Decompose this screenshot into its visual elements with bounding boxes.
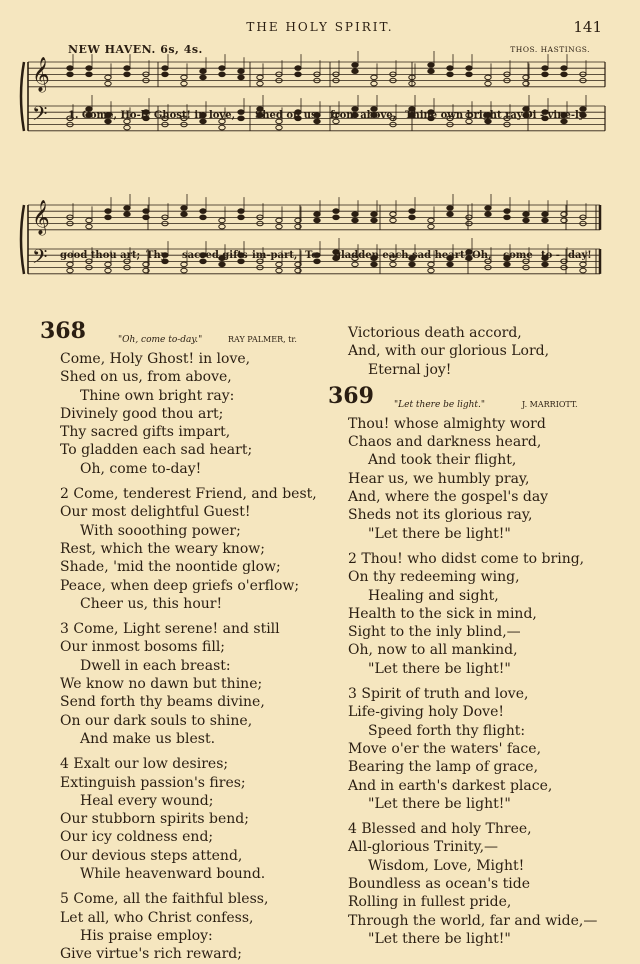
- music-score: [0, 0, 640, 330]
- verse-line: Heal every wound;: [80, 792, 214, 809]
- hymn-368-heading: [40, 318, 330, 350]
- lyric-2-5: To: [305, 250, 318, 261]
- verse-line: Sight to the inly blind,—: [348, 624, 521, 641]
- verse-line: Our inmost bosoms fill;: [60, 639, 226, 656]
- hymn-368-continued: [348, 324, 618, 379]
- verse-line: All-glorious Trinity,—: [348, 839, 499, 856]
- lyric-2-2: Thy: [146, 250, 167, 261]
- hymn-author: RAY PALMER, tr.: [228, 335, 297, 344]
- tune-name: NEW HAVEN.: [68, 43, 156, 56]
- verse-line: Give virtue's rich reward;: [60, 946, 242, 963]
- verse-line: And, where the gospel's day: [348, 489, 549, 506]
- verse-line: 2 Thou! who didst come to bring,: [348, 550, 585, 567]
- verse-line: Send forth thy beams divine,: [60, 694, 265, 711]
- lyric-2-1: good thou art;: [60, 250, 141, 261]
- verse-line: Divinely good thou art;: [60, 405, 224, 422]
- tune-composer: THOS. HASTINGS.: [510, 45, 590, 54]
- verse-line: Healing and sight,: [368, 587, 499, 604]
- verse-line: Life-giving holy Dove!: [348, 704, 504, 721]
- verse-line: Oh, come to-day!: [80, 460, 202, 477]
- verse-line: Move o'er the waters' face,: [348, 740, 542, 757]
- hymn-369-text: [348, 415, 618, 948]
- verse-line: Dwell in each breast:: [80, 657, 231, 674]
- tune-meter: 6s, 4s.: [160, 43, 203, 56]
- verse-line: 3 Come, Light serene! and still: [60, 621, 280, 638]
- verse-line: 2 Come, tenderest Friend, and best,: [60, 486, 317, 503]
- verse-line: Bearing the lamp of grace,: [348, 759, 539, 776]
- hymn-369-heading: [328, 382, 618, 415]
- verse-line: To gladden each sad heart;: [60, 442, 253, 459]
- lyric-2-3: sacred gifts: [182, 250, 248, 261]
- verse-line: 5 Come, all the faithful bless,: [60, 891, 269, 908]
- verse-line: Eternal joy!: [368, 361, 452, 378]
- verse-line: Cheer us, this hour!: [80, 595, 223, 612]
- hymn-caption: "Let there be light.": [394, 399, 486, 410]
- hymn-number: 369: [328, 382, 374, 409]
- verse-line: Our devious steps attend,: [60, 847, 243, 864]
- verse-line: 4 Exalt our low desires;: [60, 756, 229, 773]
- verse-line: Let all, who Christ confess,: [60, 909, 254, 926]
- lyric-1-1: 1. Come, Ho-ly Ghost! in love,: [68, 110, 236, 121]
- svg-text:𝄢: 𝄢: [32, 102, 48, 130]
- verse-line: On thy redeeming wing,: [348, 569, 520, 586]
- verse-line: Sheds not its glorious ray,: [348, 507, 533, 524]
- lyric-2-4: im-part,: [252, 250, 298, 261]
- verse-line: Chaos and darkness heard,: [348, 434, 542, 451]
- verse-line: And, with our glorious Lord,: [348, 343, 550, 360]
- verse-line: Through the world, far and wide,—: [348, 912, 598, 929]
- verse-line: Rest, which the weary know;: [60, 540, 265, 557]
- verse-line: "Let there be light!": [368, 930, 511, 947]
- verse-line: And took their flight,: [368, 452, 517, 469]
- verse-line: On our dark souls to shine,: [60, 712, 253, 729]
- verse-line: And in earth's darkest place,: [348, 777, 553, 794]
- verse-line: Rolling in fullest pride,: [348, 894, 512, 911]
- verse-line: "Let there be light!": [368, 795, 511, 812]
- svg-text:𝄢: 𝄢: [32, 245, 48, 273]
- verse-line: "Let there be light!": [368, 525, 511, 542]
- verse-line: With sooothing power;: [80, 522, 241, 539]
- verse-line: Our icy coldness end;: [60, 829, 214, 846]
- verse-line: Come, Holy Ghost! in love,: [60, 351, 251, 367]
- lyric-2-8: come: [503, 250, 533, 261]
- verse-line: Shade, 'mid the noontide glow;: [60, 559, 281, 576]
- svg-text:𝄞: 𝄞: [32, 57, 50, 92]
- lyric-1-5: Di - vine-ly: [524, 110, 585, 121]
- verse-line: Extinguish passion's fires;: [60, 774, 246, 791]
- verse-line: Victorious death accord,: [348, 325, 522, 341]
- verse-line: Shed on us, from above,: [60, 369, 232, 386]
- verse-line: Oh, now to all mankind,: [348, 642, 518, 659]
- verse-line: Speed forth thy flight:: [368, 722, 526, 739]
- verse-line: While heavenward bound.: [80, 866, 266, 883]
- lyric-2-10: day!: [568, 250, 592, 261]
- verse-line: Thine own bright ray:: [80, 387, 235, 404]
- hymn-368-text: [60, 350, 330, 964]
- verse-line: Our stubborn spirits bend;: [60, 811, 249, 828]
- hymn-number: 368: [40, 318, 86, 344]
- lyric-2-6: gladden each sad heart;: [334, 250, 469, 261]
- verse-line: Wisdom, Love, Might!: [368, 857, 525, 874]
- hymn-369-column: [328, 324, 618, 948]
- verse-line: "Let there be light!": [368, 660, 511, 677]
- hymn-368: [40, 318, 330, 964]
- page-number: 141: [573, 18, 602, 36]
- verse-line: 3 Spirit of truth and love,: [348, 686, 529, 703]
- verse-line: And make us blest.: [80, 730, 216, 747]
- verse-line: Peace, when deep griefs o'erflow;: [60, 577, 300, 594]
- verse-line: 4 Blessed and holy Three,: [348, 821, 532, 838]
- lyric-2-7: Oh,: [472, 250, 492, 261]
- lyric-1-2: Shed on us,: [255, 110, 321, 121]
- verse-line: Thy sacred gifts impart,: [60, 424, 231, 441]
- lyric-2-9: to -: [541, 250, 560, 261]
- verse-line: Hear us, we humbly pray,: [348, 470, 530, 487]
- hymn-author: J. MARRIOTT.: [522, 399, 578, 409]
- verse-line: Our most delightful Guest!: [60, 504, 251, 521]
- verse-line: Health to the sick in mind,: [348, 605, 537, 622]
- svg-text:𝄞: 𝄞: [32, 200, 50, 235]
- hymn-caption: "Oh, come to-day.": [118, 335, 203, 345]
- lyric-1-3: from above,: [330, 110, 397, 121]
- verse-line: We know no dawn but thine;: [60, 676, 263, 693]
- verse-line: Boundless as ocean's tide: [348, 876, 531, 893]
- section-title: THE HOLY SPIRIT.: [246, 20, 394, 34]
- verse-line: Thou! whose almighty word: [348, 415, 546, 432]
- verse-line: His praise employ:: [80, 927, 213, 944]
- lyric-1-4: Thine own bright ray:: [405, 110, 527, 121]
